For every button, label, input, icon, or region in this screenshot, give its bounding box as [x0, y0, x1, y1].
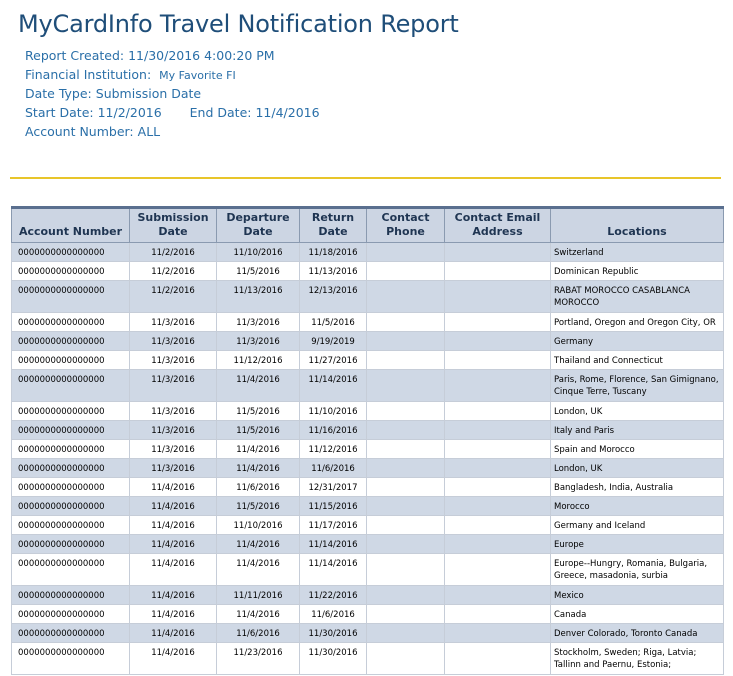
cell-departure-date: 11/5/2016 — [217, 402, 300, 421]
cell-departure-date: 11/23/2016 — [217, 643, 300, 675]
table-row — [12, 643, 724, 675]
cell-locations: Spain and Morocco — [551, 440, 724, 459]
cell-locations: RABAT MOROCCO CASABLANCA MOROCCO — [551, 281, 724, 313]
cell-submission-date: 11/2/2016 — [130, 243, 217, 262]
cell-account-number: 0000000000000000 — [12, 313, 130, 332]
account-number-label: Account Number: — [25, 124, 134, 139]
cell-contact-phone — [367, 605, 445, 624]
cell-return-date: 12/31/2017 — [300, 478, 367, 497]
cell-submission-date: 11/4/2016 — [130, 535, 217, 554]
cell-account-number: 0000000000000000 — [12, 402, 130, 421]
cell-contact-email — [445, 421, 551, 440]
start-date-value: 11/2/2016 — [97, 105, 162, 120]
cell-departure-date: 11/6/2016 — [217, 478, 300, 497]
report-created-label: Report Created: — [25, 48, 125, 63]
col-header-departure-date: Departure Date — [217, 208, 300, 243]
cell-departure-date: 11/11/2016 — [217, 586, 300, 605]
table-row — [12, 624, 724, 643]
cell-contact-email — [445, 478, 551, 497]
cell-contact-phone — [367, 459, 445, 478]
cell-account-number: 0000000000000000 — [12, 281, 130, 313]
cell-submission-date: 11/4/2016 — [130, 554, 217, 586]
cell-submission-date: 11/4/2016 — [130, 516, 217, 535]
cell-departure-date: 11/3/2016 — [217, 332, 300, 351]
report-created-line — [25, 46, 320, 65]
cell-submission-date: 11/4/2016 — [130, 586, 217, 605]
cell-locations: Bangladesh, India, Australia — [551, 478, 724, 497]
table-row — [12, 402, 724, 421]
table-row — [12, 554, 724, 586]
financial-institution-label: Financial Institution: — [25, 67, 152, 82]
cell-return-date: 11/13/2016 — [300, 262, 367, 281]
cell-locations: Morocco — [551, 497, 724, 516]
cell-contact-email — [445, 281, 551, 313]
col-header-submission-date: Submission Date — [130, 208, 217, 243]
cell-contact-phone — [367, 624, 445, 643]
cell-departure-date: 11/10/2016 — [217, 243, 300, 262]
cell-departure-date: 11/5/2016 — [217, 497, 300, 516]
cell-submission-date: 11/2/2016 — [130, 262, 217, 281]
cell-departure-date: 11/4/2016 — [217, 605, 300, 624]
cell-locations: Europe--Hungry, Romania, Bulgaria, Greece, masadonia, surbia — [551, 554, 724, 586]
cell-locations: Canada — [551, 605, 724, 624]
cell-account-number: 0000000000000000 — [12, 370, 130, 402]
financial-institution-value: My Favorite FI — [159, 69, 236, 82]
table-row — [12, 262, 724, 281]
cell-return-date: 11/12/2016 — [300, 440, 367, 459]
cell-account-number: 0000000000000000 — [12, 624, 130, 643]
cell-submission-date: 11/3/2016 — [130, 351, 217, 370]
cell-contact-phone — [367, 535, 445, 554]
col-header-account-number: Account Number — [12, 208, 130, 243]
cell-departure-date: 11/10/2016 — [217, 516, 300, 535]
cell-return-date: 11/14/2016 — [300, 554, 367, 586]
cell-contact-email — [445, 459, 551, 478]
cell-account-number: 0000000000000000 — [12, 516, 130, 535]
cell-return-date: 11/5/2016 — [300, 313, 367, 332]
cell-contact-email — [445, 535, 551, 554]
table-row — [12, 313, 724, 332]
cell-contact-phone — [367, 478, 445, 497]
cell-departure-date: 11/4/2016 — [217, 440, 300, 459]
cell-contact-email — [445, 643, 551, 675]
cell-departure-date: 11/13/2016 — [217, 281, 300, 313]
cell-submission-date: 11/3/2016 — [130, 421, 217, 440]
cell-contact-email — [445, 370, 551, 402]
cell-locations: Switzerland — [551, 243, 724, 262]
cell-contact-phone — [367, 402, 445, 421]
cell-locations: Paris, Rome, Florence, San Gimignano, Cinque Terre, Tuscany — [551, 370, 724, 402]
cell-contact-email — [445, 554, 551, 586]
cell-contact-phone — [367, 243, 445, 262]
table-row — [12, 370, 724, 402]
cell-contact-phone — [367, 554, 445, 586]
cell-submission-date: 11/4/2016 — [130, 624, 217, 643]
cell-return-date: 11/16/2016 — [300, 421, 367, 440]
account-number-line — [25, 122, 320, 141]
cell-submission-date: 11/3/2016 — [130, 402, 217, 421]
cell-return-date: 11/6/2016 — [300, 605, 367, 624]
cell-locations: London, UK — [551, 402, 724, 421]
financial-institution-line — [25, 65, 320, 84]
cell-return-date: 11/14/2016 — [300, 535, 367, 554]
cell-submission-date: 11/4/2016 — [130, 497, 217, 516]
report-created-value: 11/30/2016 4:00:20 PM — [128, 48, 275, 63]
cell-return-date: 11/10/2016 — [300, 402, 367, 421]
start-date-label: Start Date: — [25, 105, 94, 120]
cell-account-number: 0000000000000000 — [12, 421, 130, 440]
cell-return-date: 11/30/2016 — [300, 624, 367, 643]
cell-contact-phone — [367, 313, 445, 332]
cell-account-number: 0000000000000000 — [12, 535, 130, 554]
travel-notification-table — [11, 206, 724, 675]
cell-locations: Stockholm, Sweden; Riga, Latvia; Tallinn and Paernu, Estonia; — [551, 643, 724, 675]
cell-submission-date: 11/4/2016 — [130, 643, 217, 675]
table-row — [12, 459, 724, 478]
table-row — [12, 351, 724, 370]
cell-account-number: 0000000000000000 — [12, 478, 130, 497]
cell-contact-email — [445, 516, 551, 535]
table-row — [12, 243, 724, 262]
cell-return-date: 12/13/2016 — [300, 281, 367, 313]
cell-submission-date: 11/2/2016 — [130, 281, 217, 313]
cell-return-date: 11/22/2016 — [300, 586, 367, 605]
cell-return-date: 11/27/2016 — [300, 351, 367, 370]
cell-contact-phone — [367, 586, 445, 605]
cell-return-date: 11/18/2016 — [300, 243, 367, 262]
col-header-contact-phone: Contact Phone — [367, 208, 445, 243]
cell-account-number: 0000000000000000 — [12, 554, 130, 586]
cell-departure-date: 11/4/2016 — [217, 554, 300, 586]
table-row — [12, 421, 724, 440]
cell-submission-date: 11/4/2016 — [130, 605, 217, 624]
cell-departure-date: 11/4/2016 — [217, 535, 300, 554]
cell-contact-email — [445, 440, 551, 459]
col-header-contact-email: Contact Email Address — [445, 208, 551, 243]
end-date-value: 11/4/2016 — [255, 105, 320, 120]
cell-contact-email — [445, 605, 551, 624]
cell-account-number: 0000000000000000 — [12, 459, 130, 478]
cell-submission-date: 11/3/2016 — [130, 332, 217, 351]
cell-contact-email — [445, 351, 551, 370]
end-date-label: End Date: — [189, 105, 252, 120]
cell-return-date: 11/17/2016 — [300, 516, 367, 535]
cell-account-number: 0000000000000000 — [12, 262, 130, 281]
cell-account-number: 0000000000000000 — [12, 243, 130, 262]
cell-submission-date: 11/3/2016 — [130, 459, 217, 478]
table-row — [12, 497, 724, 516]
cell-submission-date: 11/3/2016 — [130, 440, 217, 459]
cell-contact-email — [445, 402, 551, 421]
col-header-locations: Locations — [551, 208, 724, 243]
cell-departure-date: 11/3/2016 — [217, 313, 300, 332]
report-title: MyCardInfo Travel Notification Report — [18, 10, 459, 38]
cell-contact-phone — [367, 516, 445, 535]
table-header-row — [12, 208, 724, 243]
cell-account-number: 0000000000000000 — [12, 605, 130, 624]
cell-contact-phone — [367, 332, 445, 351]
table-row — [12, 586, 724, 605]
cell-contact-phone — [367, 351, 445, 370]
cell-departure-date: 11/5/2016 — [217, 421, 300, 440]
cell-account-number: 0000000000000000 — [12, 440, 130, 459]
cell-account-number: 0000000000000000 — [12, 351, 130, 370]
cell-contact-phone — [367, 370, 445, 402]
table-row — [12, 478, 724, 497]
date-type-line — [25, 84, 320, 103]
cell-account-number: 0000000000000000 — [12, 586, 130, 605]
cell-locations: Thailand and Connecticut — [551, 351, 724, 370]
cell-contact-email — [445, 497, 551, 516]
cell-contact-phone — [367, 643, 445, 675]
cell-contact-email — [445, 332, 551, 351]
cell-return-date: 11/6/2016 — [300, 459, 367, 478]
cell-return-date: 11/30/2016 — [300, 643, 367, 675]
table-row — [12, 516, 724, 535]
cell-submission-date: 11/3/2016 — [130, 313, 217, 332]
cell-return-date: 11/15/2016 — [300, 497, 367, 516]
cell-contact-phone — [367, 262, 445, 281]
cell-departure-date: 11/4/2016 — [217, 370, 300, 402]
table-row — [12, 281, 724, 313]
table-row — [12, 605, 724, 624]
cell-contact-email — [445, 313, 551, 332]
cell-contact-email — [445, 243, 551, 262]
cell-account-number: 0000000000000000 — [12, 643, 130, 675]
cell-contact-phone — [367, 281, 445, 313]
date-type-label: Date Type: — [25, 86, 92, 101]
cell-locations: Germany and Iceland — [551, 516, 724, 535]
cell-return-date: 11/14/2016 — [300, 370, 367, 402]
cell-account-number: 0000000000000000 — [12, 332, 130, 351]
cell-contact-email — [445, 586, 551, 605]
cell-departure-date: 11/5/2016 — [217, 262, 300, 281]
report-meta — [25, 46, 320, 141]
cell-contact-phone — [367, 421, 445, 440]
cell-contact-phone — [367, 440, 445, 459]
table-row — [12, 440, 724, 459]
cell-locations: Portland, Oregon and Oregon City, OR — [551, 313, 724, 332]
cell-contact-phone — [367, 497, 445, 516]
cell-locations: Denver Colorado, Toronto Canada — [551, 624, 724, 643]
account-number-value: ALL — [137, 124, 161, 139]
table-row — [12, 332, 724, 351]
cell-submission-date: 11/3/2016 — [130, 370, 217, 402]
cell-locations: Italy and Paris — [551, 421, 724, 440]
cell-locations: Germany — [551, 332, 724, 351]
header-divider — [10, 177, 721, 179]
cell-locations: London, UK — [551, 459, 724, 478]
cell-departure-date: 11/4/2016 — [217, 459, 300, 478]
cell-locations: Europe — [551, 535, 724, 554]
cell-departure-date: 11/12/2016 — [217, 351, 300, 370]
col-header-return-date: Return Date — [300, 208, 367, 243]
cell-departure-date: 11/6/2016 — [217, 624, 300, 643]
cell-return-date: 9/19/2019 — [300, 332, 367, 351]
date-range-line — [25, 103, 320, 122]
date-type-value: Submission Date — [95, 86, 202, 101]
table-row — [12, 535, 724, 554]
cell-submission-date: 11/4/2016 — [130, 478, 217, 497]
cell-contact-email — [445, 262, 551, 281]
cell-account-number: 0000000000000000 — [12, 497, 130, 516]
cell-locations: Dominican Republic — [551, 262, 724, 281]
cell-contact-email — [445, 624, 551, 643]
cell-locations: Mexico — [551, 586, 724, 605]
